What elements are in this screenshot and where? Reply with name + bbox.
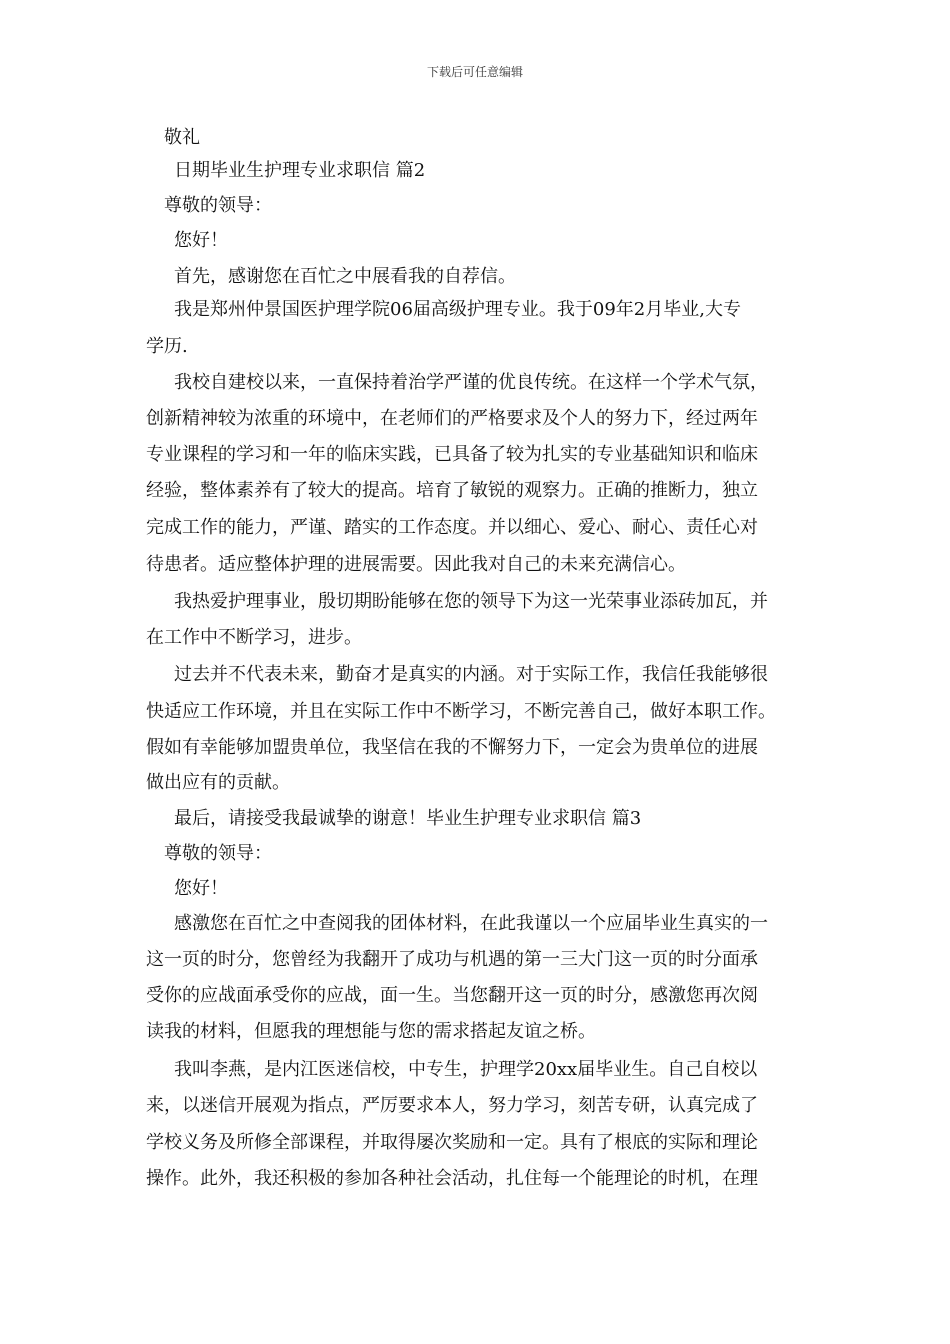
greeting-line: 尊敬的领导：	[164, 843, 272, 864]
section-heading-3: 最后，请接受我最诚挚的谢意！毕业生护理专业求职信 篇3	[174, 808, 642, 829]
greeting-line: 尊敬的领导：	[164, 195, 272, 216]
body-line: 受你的应战面承受你的应战，面一生。当您翻开这一页的时分，感激您再次阅	[146, 985, 758, 1006]
body-line: 假如有幸能够加盟贵单位，我坚信在我的不懈努力下，一定会为贵单位的进展	[146, 737, 758, 758]
body-line: 我叫李燕，是内江医迷信校，中专生，护理学20xx届毕业生。自己自校以	[174, 1059, 758, 1080]
body-line: 我热爱护理事业，殷切期盼能够在您的领导下为这一光荣事业添砖加瓦，并	[174, 591, 768, 612]
body-line: 感激您在百忙之中查阅我的团体材料，在此我谨以一个应届毕业生真实的一	[174, 913, 768, 934]
section-heading-2: 日期毕业生护理专业求职信 篇2	[174, 160, 426, 181]
body-line: 经验，整体素养有了较大的提高。培育了敏锐的观察力。正确的推断力，独立	[146, 480, 758, 501]
body-line: 过去并不代表未来，勤奋才是真实的内涵。对于实际工作，我信任我能够很	[174, 664, 768, 685]
body-line: 来，以迷信开展观为指点，严厉要求本人，努力学习，刻苦专研，认真完成了	[146, 1095, 758, 1116]
body-line: 待患者。适应整体护理的进展需要。因此我对自己的未来充满信心。	[146, 554, 686, 575]
body-line: 操作。此外，我还积极的参加各种社会活动，扎住每一个能理论的时机，在理	[146, 1168, 758, 1189]
hello-line: 您好！	[174, 878, 228, 899]
body-line: 学校义务及所修全部课程，并取得屡次奖励和一定。具有了根底的实际和理论	[146, 1132, 758, 1153]
body-line: 创新精神较为浓重的环境中，在老师们的严格要求及个人的努力下，经过两年	[146, 408, 758, 429]
body-line: 完成工作的能力，严谨、踏实的工作态度。并以细心、爱心、耐心、责任心对	[146, 517, 758, 538]
body-line: 首先，感谢您在百忙之中展看我的自荐信。	[174, 266, 516, 287]
body-line: 学历.	[146, 336, 188, 357]
body-line: 专业课程的学习和一年的临床实践，已具备了较为扎实的专业基础知识和临床	[146, 444, 758, 465]
body-line: 这一页的时分，您曾经为我翻开了成功与机遇的第一三大门这一页的时分面承	[146, 949, 758, 970]
hello-line: 您好！	[174, 230, 228, 251]
body-line: 在工作中不断学习，进步。	[146, 627, 362, 648]
body-line: 我是郑州仲景国医护理学院06届高级护理专业。我于09年2月毕业,大专	[174, 299, 741, 320]
page-header: 下载后可任意编辑	[426, 65, 523, 79]
body-line: 做出应有的贡献。	[146, 772, 290, 793]
body-line: 读我的材料，但愿我的理想能与您的需求搭起友谊之桥。	[146, 1021, 596, 1042]
closing-salutation: 敬礼	[164, 127, 200, 148]
body-line: 我校自建校以来，一直保持着治学严谨的优良传统。在这样一个学术气氛，	[174, 372, 768, 393]
body-line: 快适应工作环境，并且在实际工作中不断学习，不断完善自己，做好本职工作。	[146, 701, 776, 722]
